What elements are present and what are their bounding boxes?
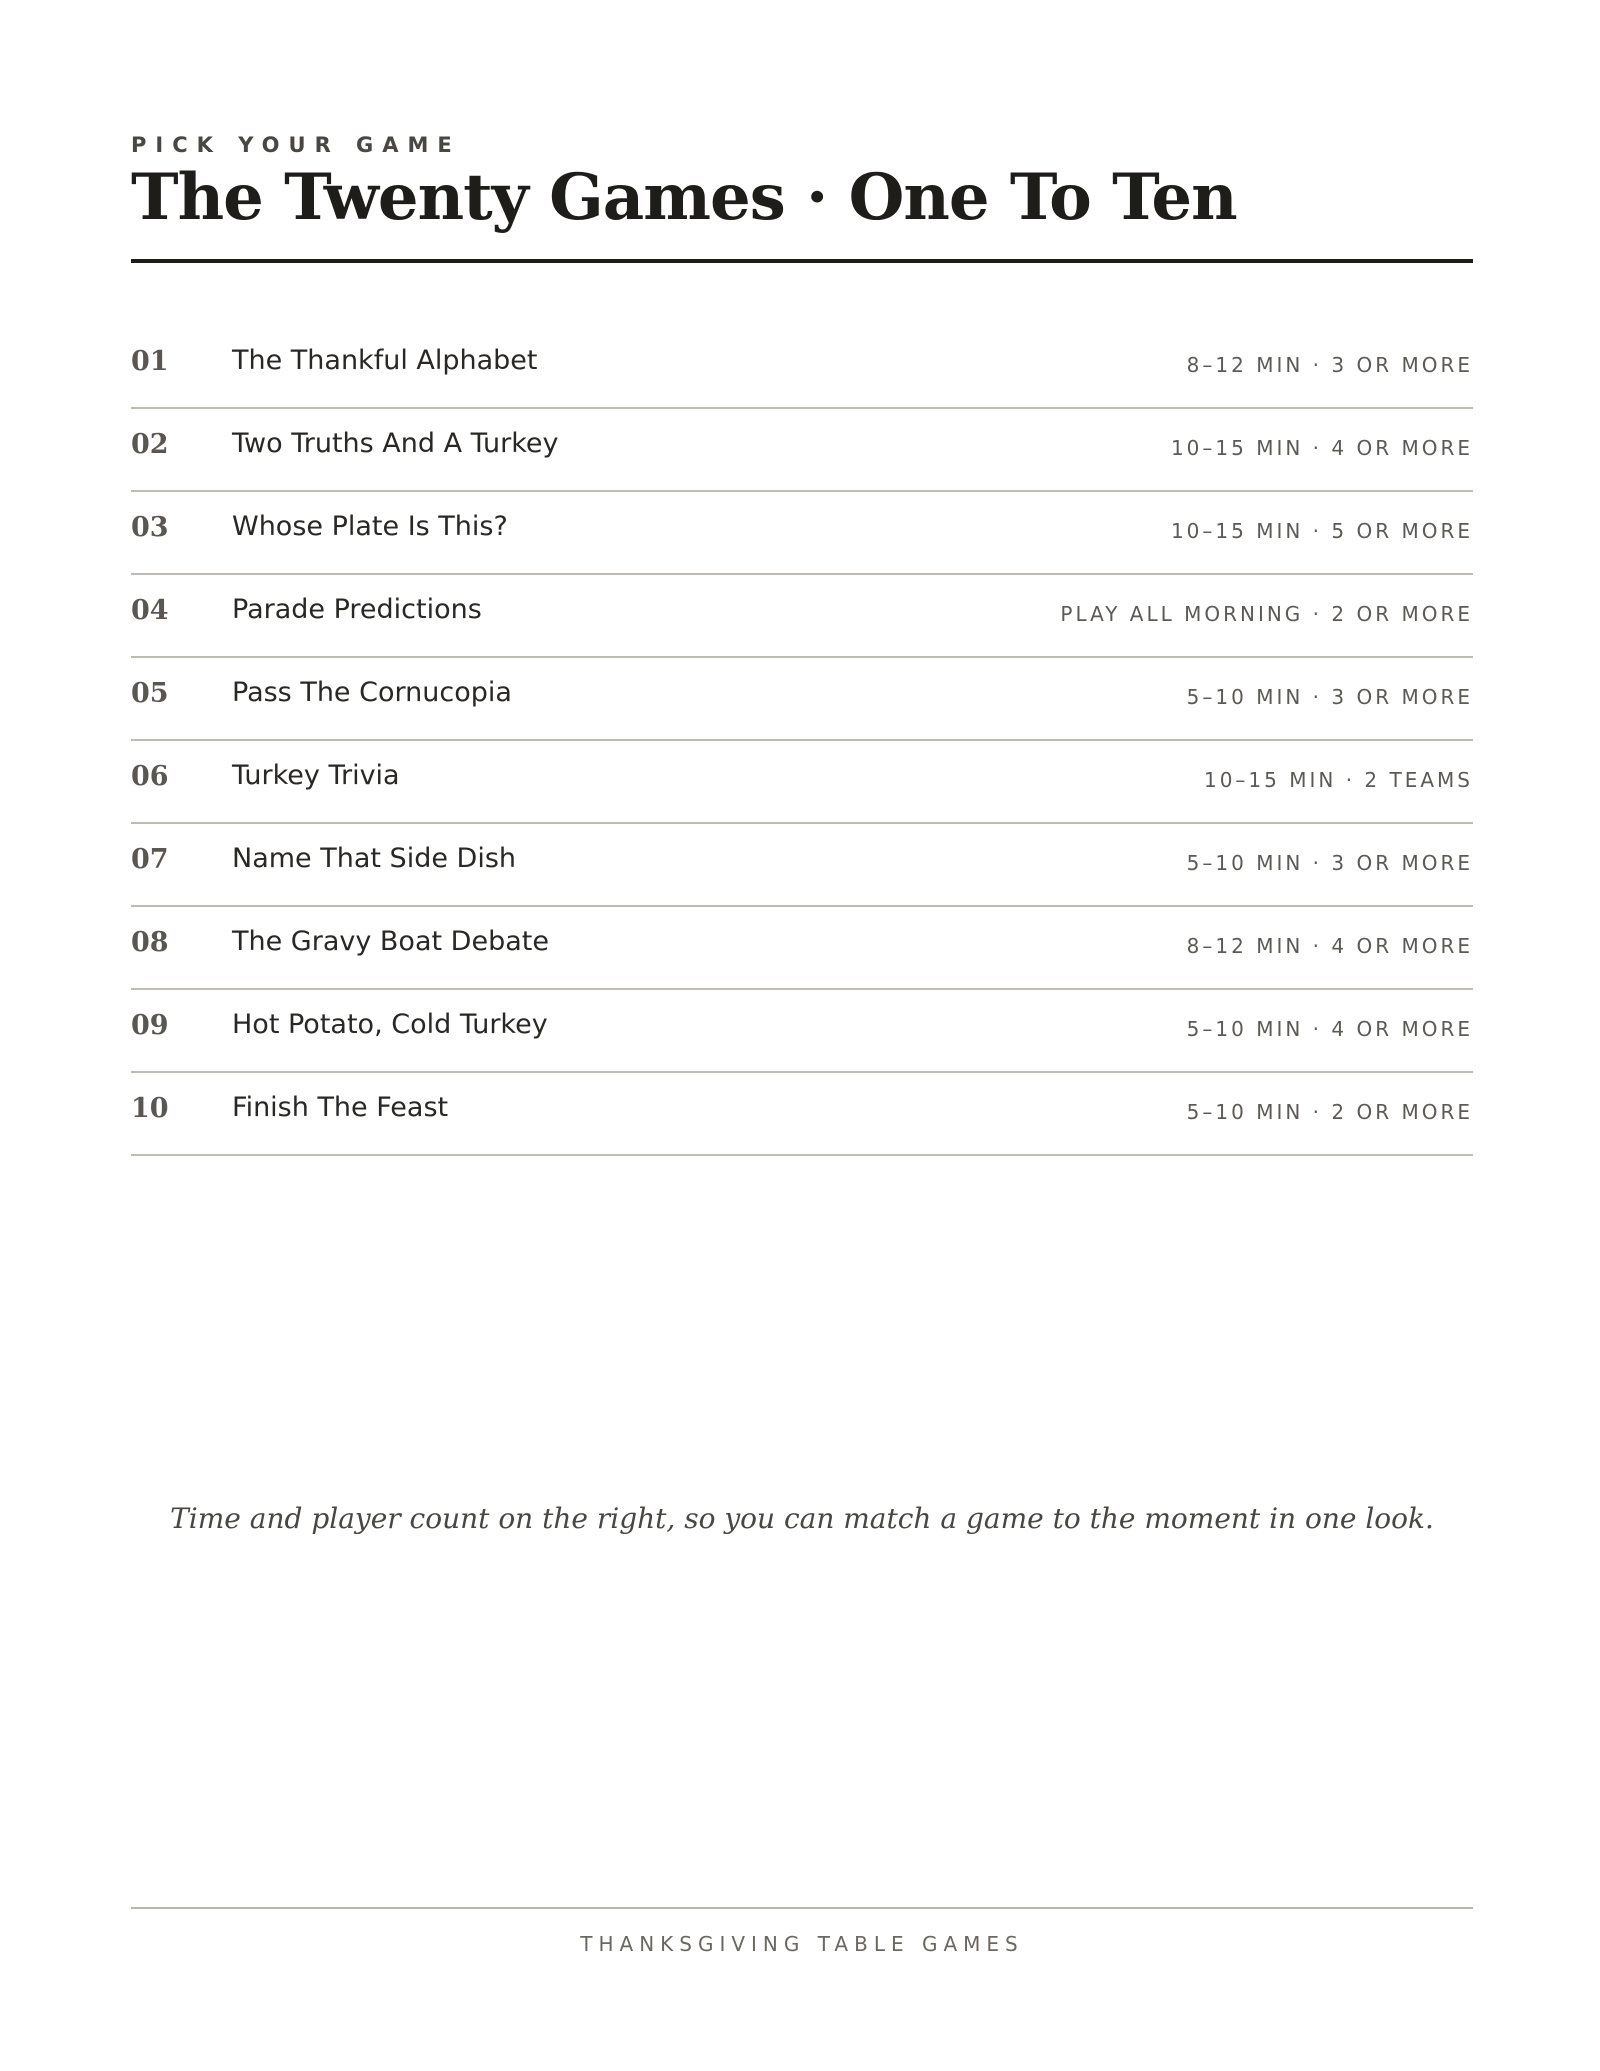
title-divider — [131, 259, 1473, 263]
game-row — [131, 824, 1473, 907]
page — [131, 0, 1473, 2071]
game-name: Pass The Cornucopia — [232, 677, 512, 708]
game-number: 10 — [131, 1093, 169, 1124]
game-number: 01 — [131, 346, 169, 377]
game-meta: 8–12 MIN · 3 OR MORE — [1186, 353, 1473, 377]
game-meta: 5–10 MIN · 4 OR MORE — [1186, 1017, 1473, 1041]
game-row — [131, 575, 1473, 658]
game-number: 09 — [131, 1010, 169, 1041]
game-row — [131, 409, 1473, 492]
game-meta: 5–10 MIN · 3 OR MORE — [1186, 685, 1473, 709]
game-name: Parade Predictions — [232, 594, 482, 625]
game-number: 03 — [131, 512, 169, 543]
game-row — [131, 492, 1473, 575]
game-name: The Thankful Alphabet — [232, 345, 538, 376]
page-title: The Twenty Games · One To Ten — [131, 160, 1237, 235]
game-row — [131, 658, 1473, 741]
game-meta: PLAY ALL MORNING · 2 OR MORE — [1060, 602, 1473, 626]
game-meta: 8–12 MIN · 4 OR MORE — [1186, 934, 1473, 958]
game-name: Hot Potato, Cold Turkey — [232, 1009, 548, 1040]
game-meta: 10–15 MIN · 5 OR MORE — [1170, 519, 1473, 543]
game-name: Whose Plate Is This? — [232, 511, 508, 542]
game-number: 07 — [131, 844, 169, 875]
game-meta: 10–15 MIN · 2 TEAMS — [1203, 768, 1473, 792]
game-name: Turkey Trivia — [232, 760, 400, 791]
game-number: 04 — [131, 595, 169, 626]
game-name: Two Truths And A Turkey — [232, 428, 559, 459]
game-name: Finish The Feast — [232, 1092, 449, 1123]
game-name: The Gravy Boat Debate — [232, 926, 549, 957]
handwritten-note: Time and player count on the right, so you can match a game to the moment in one look. — [170, 1502, 1434, 1535]
footer-title: THANKSGIVING TABLE GAMES — [580, 1932, 1024, 1956]
game-row — [131, 741, 1473, 824]
game-number: 02 — [131, 429, 169, 460]
footer-divider — [131, 1907, 1473, 1909]
game-number: 05 — [131, 678, 169, 709]
game-number: 06 — [131, 761, 169, 792]
game-meta: 5–10 MIN · 2 OR MORE — [1186, 1100, 1473, 1124]
page-eyebrow: PICK YOUR GAME — [131, 133, 461, 157]
game-name: Name That Side Dish — [232, 843, 517, 874]
game-row — [131, 990, 1473, 1073]
game-meta: 10–15 MIN · 4 OR MORE — [1170, 436, 1473, 460]
game-number: 08 — [131, 927, 169, 958]
game-meta: 5–10 MIN · 3 OR MORE — [1186, 851, 1473, 875]
game-row — [131, 907, 1473, 990]
game-list — [131, 326, 1473, 1156]
game-row — [131, 326, 1473, 409]
game-row — [131, 1073, 1473, 1156]
